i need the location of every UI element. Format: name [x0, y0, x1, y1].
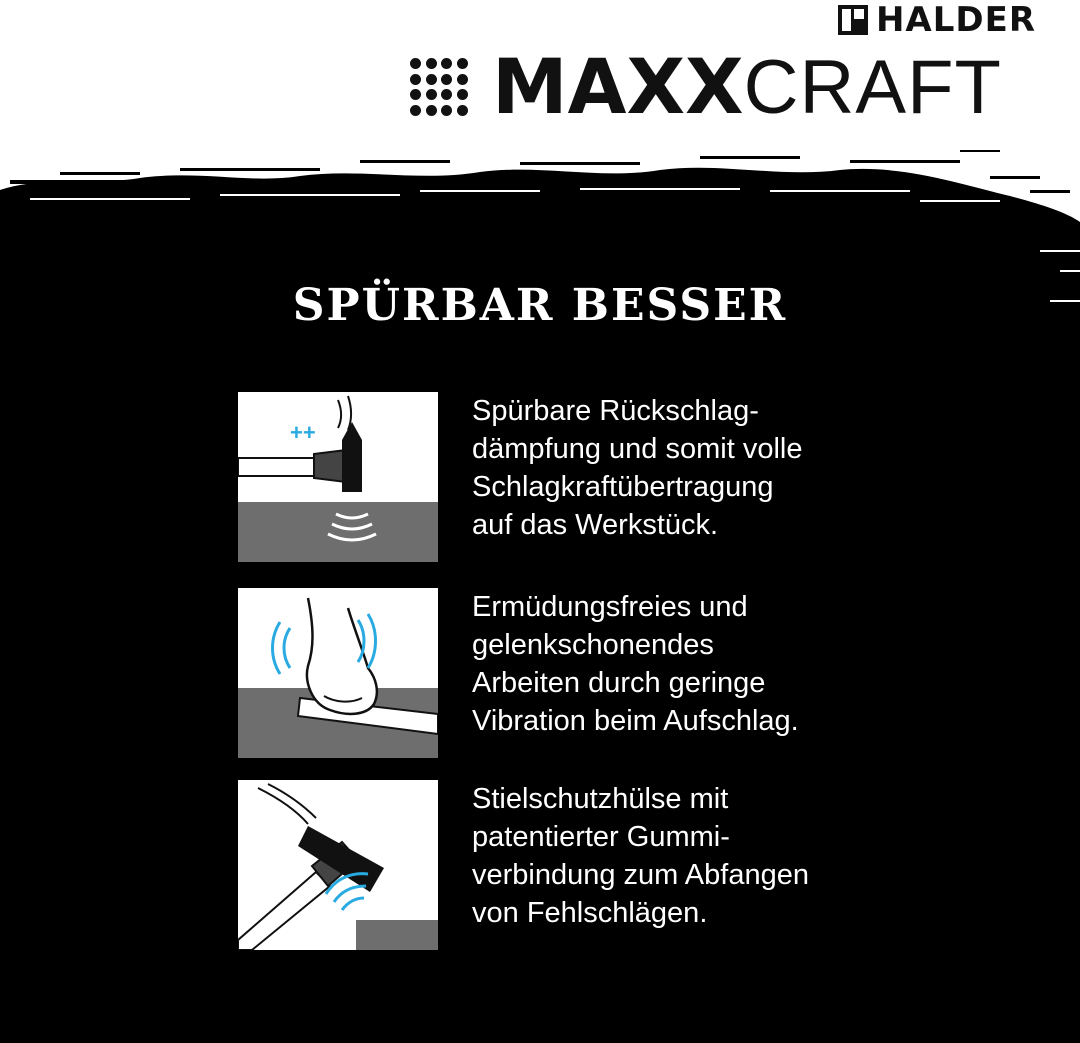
feature-line: von Fehlschlägen. — [472, 897, 708, 929]
hand-vibration-icon — [238, 588, 438, 758]
page-title: SPÜRBAR BESSER — [292, 280, 788, 331]
halder-logo — [838, 2, 1036, 38]
feature-description — [472, 588, 1052, 740]
feature-line: auf das Werkstück. — [472, 509, 719, 541]
feature-item — [238, 588, 1038, 758]
feature-line: Vibration beim Aufschlag. — [472, 705, 799, 737]
feature-line: Schlagkraftübertragung — [472, 471, 774, 503]
feature-line: dämpfung und somit volle — [472, 433, 803, 465]
feature-line: Ermüdungsfreies und — [472, 591, 748, 623]
feature-line: gelenkschonendes — [472, 629, 714, 661]
dot-grid-icon — [410, 58, 468, 116]
maxxcraft-logo — [410, 41, 1040, 131]
feature-line: patentierter Gummi- — [472, 821, 730, 853]
feature-description — [472, 392, 1052, 544]
feature-item — [238, 392, 1038, 562]
feature-line: verbindung zum Abfangen — [472, 859, 809, 891]
handle-protection-sleeve-icon — [238, 780, 438, 950]
wordmark-light: CRAFT — [743, 44, 1002, 130]
maxxcraft-wordmark — [492, 41, 1002, 131]
feature-line: Arbeiten durch geringe — [472, 667, 766, 699]
feature-line: Spürbare Rückschlag- — [472, 395, 759, 427]
feature-item — [238, 780, 1038, 950]
feature-line: Stielschutzhülse mit — [472, 783, 729, 815]
plus-plus-label: ++ — [290, 420, 316, 445]
hammer-strike-recoil-icon — [238, 392, 438, 562]
halder-mark-icon — [838, 5, 868, 35]
wordmark-bold: MAXX — [492, 41, 744, 131]
halder-wordmark: HALDER — [875, 0, 1036, 40]
feature-description — [472, 780, 1052, 932]
